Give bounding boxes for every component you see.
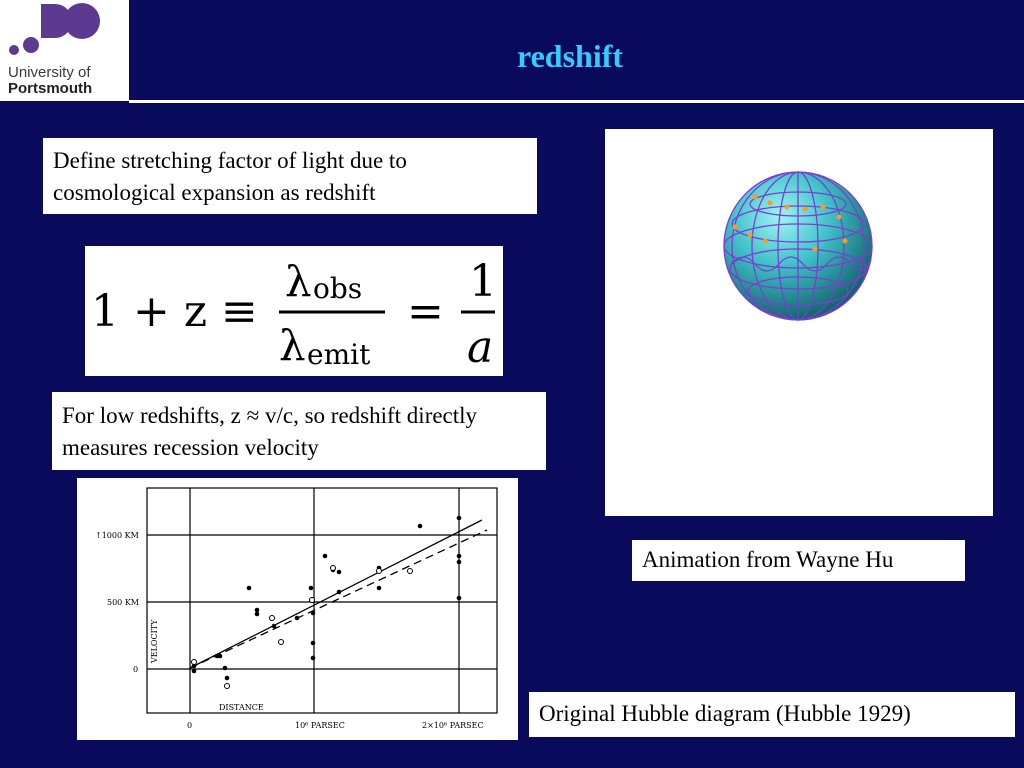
fit-line-solid: [190, 520, 482, 668]
expansion-animation: [605, 129, 993, 516]
logo-text-portsmouth: Portsmouth: [8, 80, 93, 97]
globe-icon: [724, 172, 872, 320]
formula-equals: =: [407, 286, 444, 337]
university-logo: [0, 0, 129, 101]
formula-sub-obs: obs: [313, 272, 363, 305]
data-points-filled: [192, 516, 462, 681]
slide-title: redshift: [516, 38, 624, 74]
x-axis-label: DISTANCE: [219, 703, 264, 712]
ytick-0: 0: [133, 665, 139, 674]
formula-sub-emit: emit: [307, 338, 371, 371]
text-low-redshift: For low redshifts, z ≈ v/c, so redshift directly measures recession velocity: [52, 392, 546, 470]
xtick-1e6: 10⁶ PARSEC: [295, 721, 345, 730]
caption-animation: Animation from Wayne Hu: [632, 540, 965, 581]
hubble-diagram: [77, 478, 518, 740]
formula-lhs: 1 + z ≡: [91, 286, 258, 337]
formula-lambda-obs: λ: [285, 257, 312, 306]
xtick-0: 0: [187, 721, 193, 730]
redshift-formula: [85, 246, 503, 376]
text-define-redshift: Define stretching factor of light due to cosmological expansion as redshift: [43, 138, 537, 214]
fit-line-dashed: [190, 530, 487, 668]
logo-mark-icon: [0, 0, 129, 64]
formula-a: a: [467, 322, 494, 373]
header-divider: [129, 100, 1024, 103]
caption-hubble: Original Hubble diagram (Hubble 1929): [529, 692, 1015, 737]
xtick-2e6: 2×10⁶ PARSEC: [422, 721, 484, 730]
formula-lambda-emit: λ: [279, 321, 306, 370]
y-axis-label: VELOCITY: [150, 619, 159, 663]
logo-text-university: University of: [8, 64, 91, 81]
formula-one: 1: [469, 256, 497, 307]
ytick-1000: ↑1000 KM: [95, 531, 139, 540]
ytick-500: 500 KM: [107, 598, 139, 607]
